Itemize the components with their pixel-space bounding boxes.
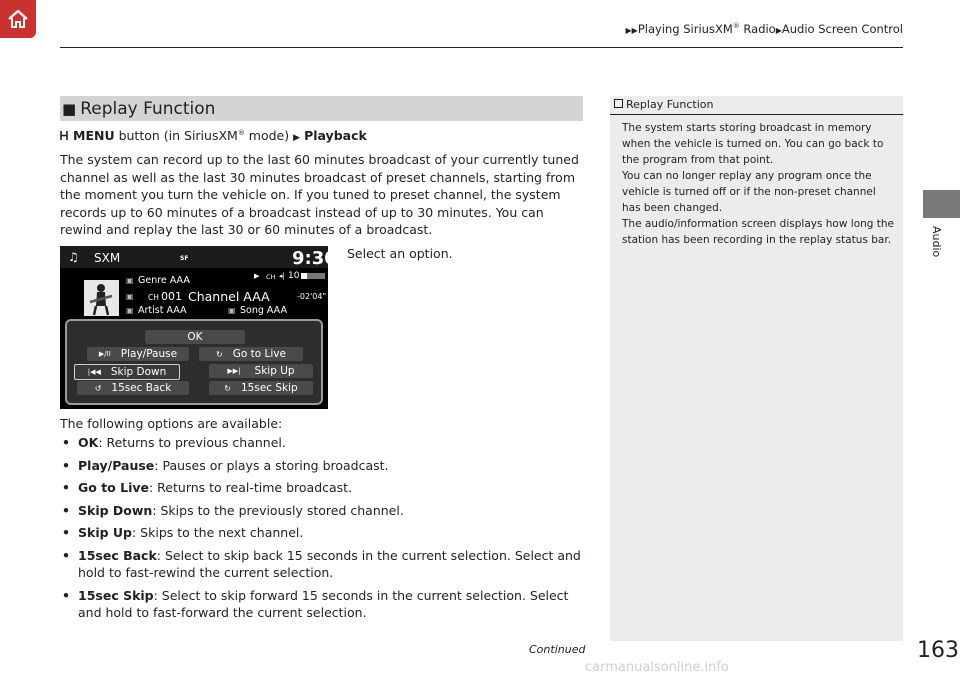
note-rule [610,114,903,115]
note-body [622,120,894,248]
play-pause-button[interactable]: ▶/II Play/Pause [87,347,189,361]
breadcrumb-separator-icon: ▶ [775,26,782,35]
menu-path-arrow-icon: ▶ [293,133,301,143]
note-box-icon [614,99,623,108]
section-title: Replay Function [80,98,216,119]
side-tab-label: Audio [930,226,943,258]
list-item: • OK: Returns to previous channel. [60,434,582,452]
channel-icon: ▣ [126,292,134,301]
screen-source: SXM [94,251,121,265]
screen-song: Song AAA [240,305,287,316]
menu-path-icon [60,130,69,141]
list-item: • Play/Pause: Pauses or plays a storing broadcast. [60,457,582,475]
replay-options-popup [65,319,323,405]
15sec-back-button[interactable]: ↺ 15sec Back [77,381,189,395]
artist-icon: ▣ [126,306,134,315]
list-item: • Go to Live: Returns to real-time broadcast. [60,479,582,497]
options-intro: The following options are available: [60,416,283,431]
play-pause-icon: ▶/II [98,350,111,358]
note-line-3: The audio/information screen displays how long the station has been recording in the replay status bar. [622,218,895,246]
skip-up-button[interactable]: ▶▶| Skip Up [209,364,313,378]
play-indicator-icon: ▶ [254,272,260,280]
skip-down-icon: |◀◀ [87,368,101,376]
breadcrumb-item-audio-screen-control[interactable]: Audio Screen Control [781,22,903,36]
list-item: • 15sec Skip: Select to skip forward 15 seconds in the current selection. Select and hold to fast-forward the current selection. [60,587,582,622]
home-button[interactable] [0,0,36,38]
section-heading [60,96,583,121]
genre-icon: ▣ [126,276,134,285]
replay-status-bar [301,273,325,279]
home-icon [6,8,30,30]
continued-label: Continued [529,643,586,656]
list-item: • 15sec Back: Select to skip back 15 seconds in the current selection. Select and hold to fast-rewind the current selection. [60,547,582,582]
header-rule [60,47,903,48]
list-item: • Skip Down: Skips to the previously stored channel. [60,502,582,520]
select-option-text: Select an option. [347,246,453,261]
menu-button-label: MENU [73,128,115,143]
album-art [84,280,119,316]
menu-path-text: button (in SiriusXM [114,128,238,143]
guitarist-icon [84,280,119,316]
menu-path [60,128,367,143]
breadcrumb [626,22,903,36]
options-list [60,434,582,627]
song-icon: ▣ [228,306,236,315]
menu-path-mode: mode) [244,128,290,143]
note-title: Replay Function [614,98,714,111]
breadcrumb-arrow-icon: ▶▶ [625,26,638,35]
menu-path-target: Playback [304,128,367,143]
screen-ch-label: CH [266,273,276,281]
screen-channel-name: Channel AAA [188,289,270,304]
go-to-live-button[interactable]: ↻ Go to Live [199,347,303,361]
screen-time-offset: -02'04" [297,292,327,301]
intro-paragraph: The system can record up to the last 60 minutes broadcast of your currently tuned channel as well as the last 30 minutes broadcast of preset channels, starting from the moment you turn the vehicle on. If you tuned to preset channel, the system records up to 60 minutes of a broadcast instead of up to 30 minutes. You can rewind and replay the last 30 or 60 minutes of a broadcast. [60,152,579,237]
section-square-icon: ■ [62,99,77,118]
note-line-1: The system starts storing broadcast in memory when the vehicle is turned on. You can go back to the program from that point. [622,122,884,166]
audio-screen-image [60,246,337,409]
menu-path-reg: ® [237,128,245,137]
list-item: • Skip Up: Skips to the next channel. [60,524,582,542]
page-number: 163 [917,638,959,663]
replay-status-fill [301,273,307,279]
watermark: carmanualsonline.info [585,660,729,675]
music-note-icon: ♫ [68,250,79,264]
screen-preset: 10 [288,271,300,281]
skip-15-icon: ↻ [224,383,231,393]
screen-ch-prefix: CH [148,293,159,302]
skip-up-icon: ▶▶| [227,367,241,375]
back-15-icon: ↺ [94,383,102,393]
side-tab-marker[interactable] [923,190,960,218]
15sec-skip-button[interactable]: ↻ 15sec Skip [209,381,313,395]
note-line-2: You can no longer replay any program once the vehicle is turned off or if the non-preset channel has been changed. [622,170,876,214]
signal-icon: ◂| [279,272,285,280]
screen-clock: 9:30 [292,248,337,269]
go-live-icon: ↻ [216,349,223,359]
screen-genre: Genre AAA [138,275,190,286]
screen-channel-number: 001 [161,290,182,303]
ok-button[interactable]: OK [145,330,245,344]
skip-down-button[interactable]: |◀◀ Skip Down [74,364,180,380]
screen-sf: SF [180,255,189,262]
breadcrumb-item-siriusxm[interactable]: Playing SiriusXM® Radio [637,22,776,36]
screen-artist: Artist AAA [138,305,187,316]
